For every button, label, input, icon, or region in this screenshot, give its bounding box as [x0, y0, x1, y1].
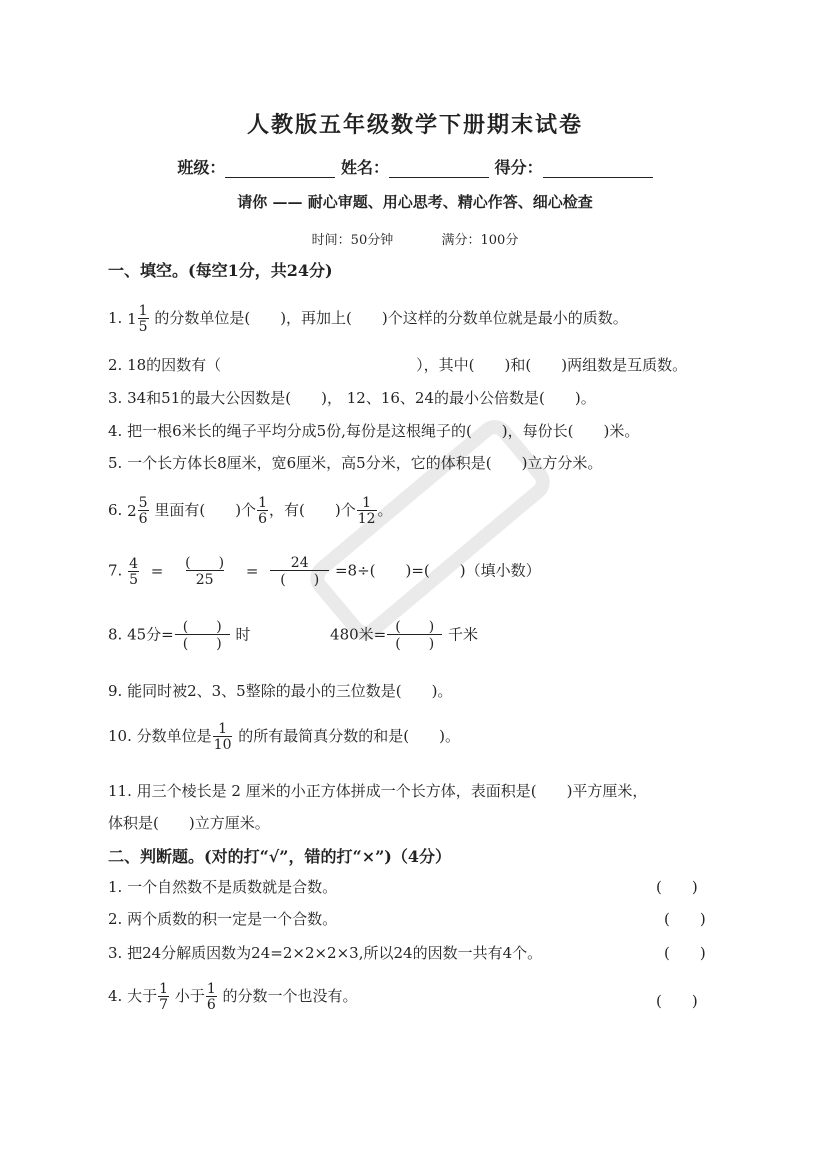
denominator: 5 [138, 319, 148, 335]
numerator: 4 [129, 555, 139, 572]
mixed-number [127, 496, 149, 526]
question-5 [108, 452, 602, 473]
full-score: 满分：100分 [441, 233, 519, 248]
unit-text: 时 [235, 625, 251, 644]
question-number: 8. [108, 625, 123, 644]
question-number: 9. [108, 682, 123, 700]
question-text: 的分数一个也没有。 [222, 987, 358, 1005]
numerator: 1 [159, 981, 169, 997]
question-text: 的分数单位是( )，再加上( )个这样的分数单位就是最小的质数。 [154, 309, 628, 327]
numerator: 1 [362, 495, 372, 511]
question-number: 2. [108, 356, 123, 374]
question-text: ，有( )个 [268, 501, 356, 519]
question-1 [108, 304, 628, 334]
question-number: 5. [108, 454, 123, 472]
question-text: 18的因数有（ ），其中( )和( )两组数是互质数。 [127, 356, 688, 374]
question-3 [108, 387, 596, 408]
judge-question-3 [108, 942, 542, 963]
class-blank[interactable] [225, 159, 335, 178]
question-11 [108, 780, 647, 801]
judge-question-2 [108, 908, 337, 929]
question-text: 里面有( )个 [154, 501, 257, 519]
motto: 请你 —— 耐心审题、用心思考、精心作答、细心检查 [237, 193, 593, 211]
question-text: 把24分解质因数为24=2×2×2×3,所以24的因数一共有4个。 [127, 944, 543, 962]
question-text: 的所有最简真分数的和是( )。 [238, 727, 460, 745]
answer-paren[interactable]: ( ) [664, 944, 706, 962]
equals-sign: = [245, 561, 259, 580]
question-number: 4. [108, 422, 123, 440]
numerator: ( ) [395, 619, 435, 635]
numerator: 1 [258, 495, 267, 511]
question-number: 10. [108, 727, 132, 745]
denominator: 5 [129, 571, 139, 588]
class-label: 班级： [177, 158, 226, 177]
fraction [175, 556, 234, 587]
section2-heading: 二、判断题。(对的打“√”，错的打“×”)（4分） [108, 847, 452, 866]
whole-part: 1 [127, 310, 137, 328]
fraction [387, 620, 442, 651]
question-number: 11. [108, 782, 132, 800]
judge-question-1 [108, 876, 337, 897]
fraction [213, 722, 233, 752]
question-number: 3. [108, 944, 123, 962]
denominator: 6 [138, 511, 148, 527]
question-number: 3. [108, 389, 123, 407]
question-text: =8÷( )=( )（填小数） [334, 561, 541, 580]
fraction [128, 557, 139, 587]
fraction [357, 496, 377, 526]
name-blank[interactable] [389, 159, 489, 178]
equals-sign: = [150, 561, 164, 580]
question-8 [108, 620, 478, 651]
fraction [175, 620, 230, 651]
score-blank[interactable] [543, 159, 653, 178]
answer-paren[interactable]: ( ) [656, 992, 698, 1010]
question-text: 用三个棱长是 2 厘米的小正方体拼成一个长方体，表面积是( )平方厘米， [136, 782, 648, 800]
question-2 [108, 354, 687, 375]
question-7 [108, 556, 541, 587]
denominator: 6 [206, 997, 216, 1013]
numerator: 1 [206, 981, 216, 997]
numerator: ( ) [182, 619, 222, 635]
question-text: 。 [377, 501, 393, 519]
fraction [206, 982, 217, 1012]
question-number: 7. [108, 561, 123, 580]
time-info [0, 229, 830, 248]
answer-paren[interactable]: ( ) [664, 910, 706, 928]
question-10 [108, 722, 460, 752]
whole-part: 2 [127, 502, 137, 520]
fraction [158, 982, 169, 1012]
question-number: 1. [108, 309, 123, 327]
question-text: 能同时被2、3、5整除的最小的三位数是( )。 [127, 682, 453, 700]
fraction [257, 496, 268, 526]
question-11-line2: 体积是( )立方厘米。 [108, 814, 270, 832]
denominator: 7 [159, 997, 169, 1013]
denominator: ( ) [387, 634, 442, 651]
numerator: 24 [290, 555, 309, 571]
score-label: 得分： [494, 158, 543, 177]
judge-question-4 [108, 982, 358, 1012]
denominator: 10 [213, 737, 232, 753]
numerator: 1 [218, 721, 228, 737]
numerator: 1 [138, 303, 148, 319]
question-text: 一个长方体长8厘米，宽6厘米，高5分米，它的体积是( )立方分米。 [127, 454, 603, 472]
question-6 [108, 496, 393, 526]
question-4 [108, 420, 639, 441]
question-text: 把一根6米长的绳子平均分成5份,每份是这根绳子的( )，每份长( )米。 [127, 422, 640, 440]
question-text: 大于 [127, 987, 158, 1005]
denominator: 6 [258, 511, 267, 527]
question-text: 一个自然数不是质数就是合数。 [127, 878, 338, 896]
unit-text: 千米 [447, 625, 478, 644]
question-text: 小于 [174, 987, 205, 1005]
question-number: 2. [108, 910, 123, 928]
answer-paren[interactable]: ( ) [656, 878, 698, 896]
mixed-number [127, 304, 149, 334]
question-text: 34和51的最大公因数是( )， 12、16、24的最小公倍数是( )。 [127, 389, 596, 407]
section1-heading: 一、填空。(每空1分，共24分) [108, 261, 333, 280]
fraction [270, 556, 329, 587]
question-text: 45分= [127, 625, 174, 644]
denominator: 25 [186, 570, 224, 587]
question-number: 6. [108, 501, 123, 519]
question-text: 两个质数的积一定是一个合数。 [127, 910, 338, 928]
question-text: 480米= [330, 625, 387, 644]
numerator: 5 [138, 495, 148, 511]
question-text: 分数单位是 [136, 727, 212, 745]
name-label: 姓名： [340, 158, 389, 177]
denominator: ( ) [270, 570, 329, 587]
student-info-line [0, 155, 830, 178]
question-number: 4. [108, 987, 123, 1005]
time-limit: 时间：50分钟 [311, 233, 394, 248]
numerator: ( ) [185, 555, 225, 571]
denominator: ( ) [175, 634, 230, 651]
question-9 [108, 680, 452, 701]
question-number: 1. [108, 878, 123, 896]
page-title: 人教版五年级数学下册期末试卷 [246, 112, 583, 138]
denominator: 12 [357, 511, 376, 527]
